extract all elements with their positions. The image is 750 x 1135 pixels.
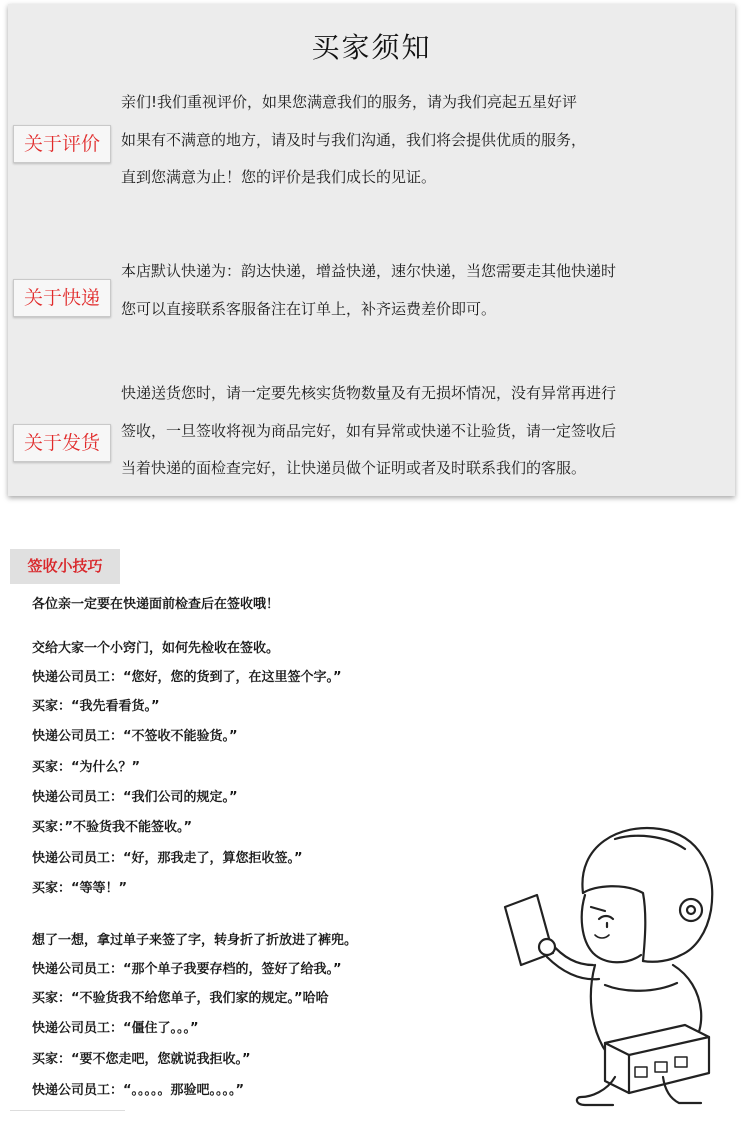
tip-line: 快递公司员工：“。。。。。那验吧。。。。” [32, 1083, 245, 1098]
section-line: 亲们!我们重视评价，如果您满意我们的服务，请为我们亮起五星好评 [121, 93, 578, 111]
section-line: 直到您满意为止！您的评价是我们成长的见证。 [121, 168, 437, 186]
section-line: 当着快递的面检查完好，让快递员做个证明或者及时联系我们的客服。 [121, 459, 587, 477]
courier-character-icon [495, 815, 735, 1110]
tip-line: 买家：“不验货我不给您单子，我们家的规定。”哈哈 [32, 991, 329, 1006]
badge-about-delivery: 关于发货 [13, 424, 111, 462]
section-line: 如果有不满意的地方，请及时与我们沟通，我们将会提供优质的服务， [121, 130, 587, 149]
badge-about-reviews: 关于评价 [13, 125, 111, 163]
section-couriers-text [121, 253, 616, 328]
tip-line: 买家：“要不您走吧，您就说我拒收。” [32, 1052, 251, 1067]
tip-line: 交给大家一个小窍门，如何先检收在签收。 [32, 641, 280, 656]
tip-line: 买家：“为什么？” [32, 760, 141, 775]
tip-line: 快递公司员工：“僵住了。。。” [32, 1021, 199, 1036]
tip-line: 买家：“等等！” [32, 881, 128, 896]
tip-line: 快递公司员工：“您好，您的货到了，在这里签个字。” [32, 670, 342, 685]
tip-line: 买家：“我先看看货。” [32, 699, 160, 714]
section-delivery-text [121, 375, 616, 488]
tip-line: 快递公司员工：“那个单子我要存档的，签好了给我。” [32, 962, 342, 977]
section-reviews-text [121, 84, 586, 197]
badge-about-shipping-couriers: 关于快递 [13, 279, 111, 317]
tip-line: 想了一想，拿过单子来签了字，转身折了折放进了裤兜。 [32, 933, 358, 948]
section-line: 本店默认快递为：韵达快递，增益快递，速尔快递，当您需要走其他快递时 [121, 262, 617, 280]
section-line: 签收，一旦签收将视为商品完好，如有异常或快递不让验货，请一定签收后 [121, 421, 617, 440]
signing-tips-header: 签收小技巧 [10, 549, 120, 584]
tip-line: 快递公司员工：“好，那我走了，算您拒收签。” [32, 851, 303, 866]
tip-line: 快递公司员工：“不签收不能验货。” [32, 729, 238, 744]
tip-line: 各位亲一定要在快递面前检查后在签收哦！ [32, 597, 280, 612]
notice-title: 买家须知 [311, 31, 432, 64]
tip-line: 买家：”不验货我不能签收。” [32, 820, 193, 835]
section-line: 您可以直接联系客服备注在订单上，补齐运费差价即可。 [121, 299, 497, 318]
buyer-notice-panel [8, 4, 735, 496]
bottom-divider [10, 1110, 125, 1111]
section-line: 快递送货您时，请一定要先核实货物数量及有无损坏情况，没有异常再进行 [121, 384, 617, 402]
tip-line: 快递公司员工：“我们公司的规定。” [32, 790, 238, 805]
